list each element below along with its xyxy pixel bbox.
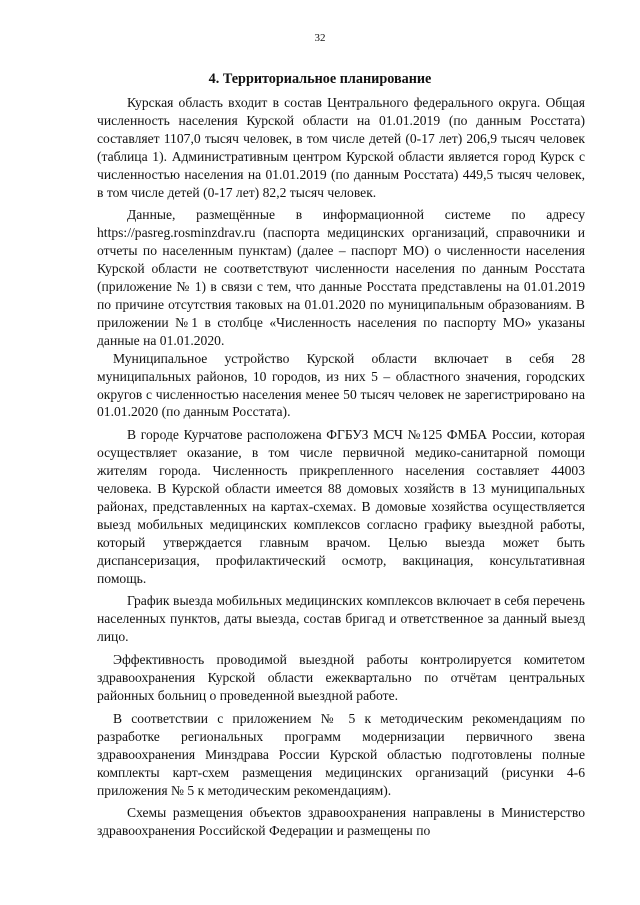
page-number: 32 — [314, 32, 326, 44]
section-body — [97, 94, 585, 840]
section-heading: 4. Территориальное планирование — [208, 71, 432, 87]
paragraph-population: Курская область входит в состав Центрального федерального округа. Общая численность населения Курской области на 01.01.2019 (по данным Росстата) составляет 1107,0 тысяч человек, в том числе детей (0-17 лет) 206,9 тысяч человек (таблица 1). Административным центром Курской области является город Курск с численностью населения на 01.01.2019 (по данным Росстата) 449,5 тысяч человек, в том числе детей (0-17 лет) 82,2 тысяч человек. — [97, 95, 585, 200]
paragraph-schedule: График выезда мобильных медицинских комплексов включает в себя перечень населенных пунктов, даты выезда, состав бригад и ответственное за данный выезд лицо. — [97, 593, 585, 645]
paragraph-efficiency: Эффективность проводимой выездной работы контролируется комитетом здравоохранения Курской области ежеквартально по отчётам центральных районных больниц о проведенной выездной работе. — [97, 652, 585, 703]
paragraph-appendix-5: В соответствии с приложением № 5 к методическим рекомендациям по разработке региональных программ модернизации первичного звена здравоохранения Минздрава России Курской областью подготовлены полные комплекты карт-схем размещения медицинских организаций (рисунки 4-6 приложения № 5 к методическим рекомендациям). — [97, 710, 585, 798]
paragraph-kurchatov: В городе Курчатове расположена ФГБУЗ МСЧ №125 ФМБА России, которая осуществляет оказание, в том числе первичной медико-санитарной помощи жителям города. Численность прикрепленного населения составляет 44003 человека. В Курской области имеется 88 домовых хозяйств в 13 муниципальных районах, представленных на картах-схемах. В домовые хозяйства осуществляется выезд мобильных медицинских комплексов согласно графику выездной работы, который утверждается главным врачом. Целью выезда может быть диспансеризация, профилактический осмотр, вакцинация, консультативная помощь. — [97, 427, 585, 586]
paragraph-passport-data: Данные, размещённые в информационной системе по адресу https://pasreg.rosminzdrav.ru (паспорта медицинских организаций, справочники и отчеты по населенным пунктам) (далее – паспорт МО) о численности населения Курской области не соответствуют численности населения по данным Росстата (приложение № 1) в связи с тем, что данные Росстата представлены на 01.01.2019 по причине отсутствия таковых на 01.01.2020 по муниципальным образованиям. В приложении №1 в столбце «Численность населения по паспорту МО» указаны данные на 01.01.2020. — [97, 207, 585, 348]
paragraph-municipal-structure: Муниципальное устройство Курской области включает в себя 28 муниципальных районов, 10 городов, из них 5 – областного значения, городских округов с численностью населения менее 50 тысяч человек не зарегистрировано на 01.01.2020 (по данным Росстата). — [97, 350, 585, 420]
paragraph-schemes: Схемы размещения объектов здравоохранения направлены в Министерство здравоохранения Российской Федерации и размещены по — [97, 805, 585, 839]
